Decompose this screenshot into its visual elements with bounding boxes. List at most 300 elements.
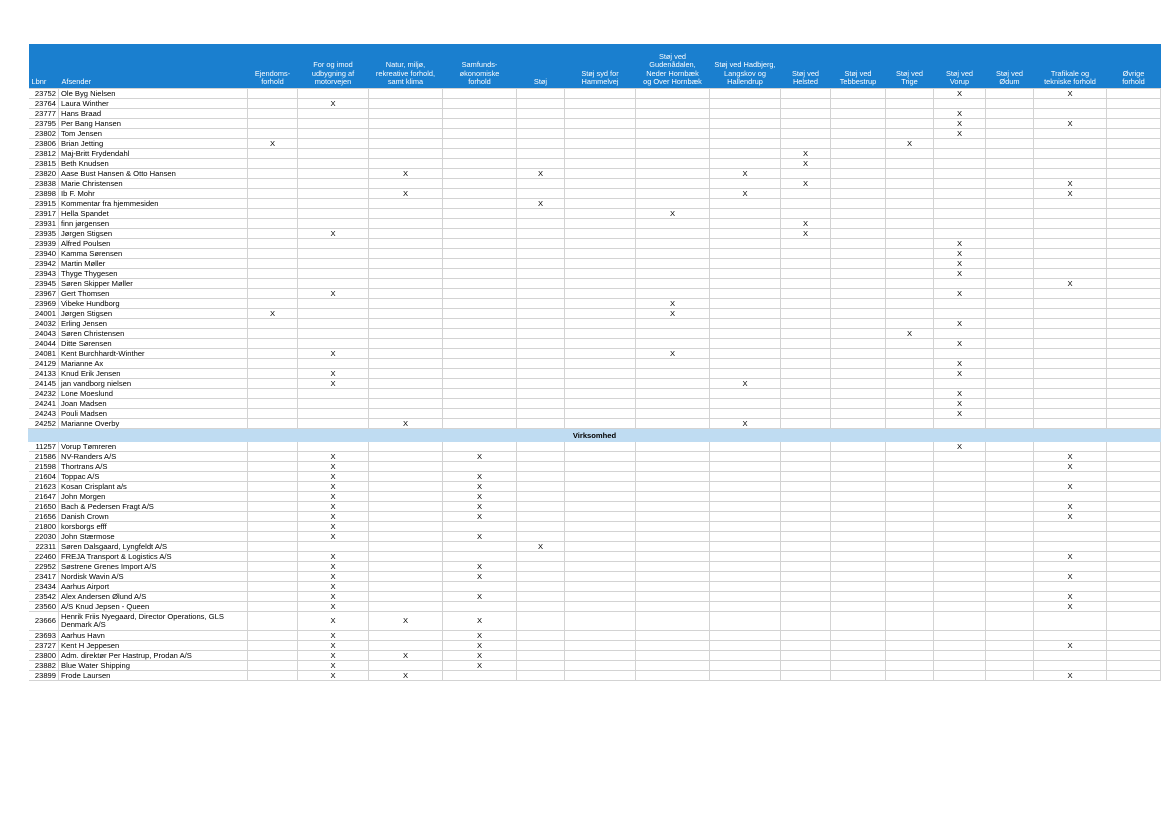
mark-cell[interactable] — [934, 532, 986, 542]
mark-cell[interactable] — [934, 641, 986, 651]
mark-cell[interactable] — [986, 349, 1034, 359]
mark-cell[interactable] — [934, 462, 986, 472]
mark-cell[interactable] — [1034, 309, 1107, 319]
mark-cell[interactable] — [1107, 229, 1161, 239]
mark-cell[interactable] — [986, 139, 1034, 149]
mark-cell[interactable] — [934, 349, 986, 359]
mark-cell[interactable] — [369, 349, 443, 359]
mark-cell[interactable]: X — [1034, 592, 1107, 602]
mark-cell[interactable] — [710, 482, 781, 492]
mark-cell[interactable] — [1034, 229, 1107, 239]
mark-cell[interactable] — [710, 299, 781, 309]
mark-cell[interactable] — [248, 189, 298, 199]
mark-cell[interactable] — [248, 522, 298, 532]
mark-cell[interactable] — [986, 582, 1034, 592]
lbnr-cell[interactable]: 23752 — [29, 89, 59, 99]
mark-cell[interactable] — [369, 542, 443, 552]
mark-cell[interactable] — [986, 269, 1034, 279]
mark-cell[interactable] — [517, 532, 565, 542]
mark-cell[interactable] — [831, 239, 886, 249]
mark-cell[interactable] — [443, 319, 517, 329]
mark-cell[interactable] — [886, 349, 934, 359]
mark-cell[interactable]: X — [1034, 452, 1107, 462]
mark-cell[interactable]: X — [298, 572, 369, 582]
mark-cell[interactable] — [710, 472, 781, 482]
mark-cell[interactable] — [986, 219, 1034, 229]
mark-cell[interactable] — [517, 602, 565, 612]
mark-cell[interactable] — [636, 229, 710, 239]
mark-cell[interactable] — [248, 269, 298, 279]
mark-cell[interactable] — [710, 349, 781, 359]
mark-cell[interactable] — [565, 671, 636, 681]
mark-cell[interactable] — [636, 259, 710, 269]
mark-cell[interactable] — [565, 279, 636, 289]
mark-cell[interactable] — [636, 562, 710, 572]
mark-cell[interactable] — [248, 532, 298, 542]
sender-cell[interactable]: Thyge Thygesen — [59, 269, 248, 279]
mark-cell[interactable] — [934, 379, 986, 389]
sender-cell[interactable]: Søren Skipper Møller — [59, 279, 248, 289]
mark-cell[interactable] — [1107, 631, 1161, 641]
mark-cell[interactable] — [565, 209, 636, 219]
lbnr-cell[interactable]: 24232 — [29, 389, 59, 399]
mark-cell[interactable] — [298, 442, 369, 452]
mark-cell[interactable] — [1034, 249, 1107, 259]
mark-cell[interactable] — [781, 651, 831, 661]
mark-cell[interactable] — [369, 369, 443, 379]
mark-cell[interactable] — [1034, 369, 1107, 379]
mark-cell[interactable] — [636, 139, 710, 149]
mark-cell[interactable] — [781, 299, 831, 309]
mark-cell[interactable] — [517, 512, 565, 522]
mark-cell[interactable]: X — [934, 359, 986, 369]
mark-cell[interactable] — [934, 209, 986, 219]
mark-cell[interactable] — [636, 189, 710, 199]
mark-cell[interactable] — [565, 522, 636, 532]
mark-cell[interactable] — [831, 219, 886, 229]
mark-cell[interactable] — [886, 89, 934, 99]
mark-cell[interactable] — [248, 592, 298, 602]
mark-cell[interactable] — [986, 199, 1034, 209]
mark-cell[interactable]: X — [636, 209, 710, 219]
mark-cell[interactable] — [565, 329, 636, 339]
mark-cell[interactable] — [781, 309, 831, 319]
mark-cell[interactable] — [1034, 139, 1107, 149]
mark-cell[interactable] — [369, 472, 443, 482]
mark-cell[interactable]: X — [443, 502, 517, 512]
mark-cell[interactable]: X — [298, 522, 369, 532]
sender-cell[interactable]: Henrik Friis Nyegaard, Director Operations, GLS Denmark A/S — [59, 612, 248, 631]
mark-cell[interactable] — [1107, 159, 1161, 169]
mark-cell[interactable] — [369, 512, 443, 522]
mark-cell[interactable] — [934, 582, 986, 592]
mark-cell[interactable]: X — [781, 179, 831, 189]
mark-cell[interactable]: X — [636, 299, 710, 309]
mark-cell[interactable] — [636, 399, 710, 409]
mark-cell[interactable] — [1034, 409, 1107, 419]
mark-cell[interactable] — [1107, 661, 1161, 671]
sender-cell[interactable]: Knud Erik Jensen — [59, 369, 248, 379]
mark-cell[interactable] — [886, 179, 934, 189]
mark-cell[interactable]: X — [710, 419, 781, 429]
sender-cell[interactable]: Lone Moeslund — [59, 389, 248, 399]
mark-cell[interactable] — [934, 512, 986, 522]
mark-cell[interactable] — [934, 602, 986, 612]
lbnr-cell[interactable]: 22311 — [29, 542, 59, 552]
mark-cell[interactable]: X — [443, 532, 517, 542]
mark-cell[interactable] — [886, 462, 934, 472]
mark-cell[interactable] — [886, 631, 934, 641]
mark-cell[interactable] — [517, 389, 565, 399]
mark-cell[interactable] — [369, 582, 443, 592]
mark-cell[interactable] — [517, 472, 565, 482]
mark-cell[interactable] — [248, 209, 298, 219]
mark-cell[interactable] — [710, 99, 781, 109]
lbnr-cell[interactable]: 23727 — [29, 641, 59, 651]
mark-cell[interactable]: X — [443, 612, 517, 631]
lbnr-cell[interactable]: 21623 — [29, 482, 59, 492]
sender-cell[interactable]: Brian Jetting — [59, 139, 248, 149]
lbnr-cell[interactable]: 23940 — [29, 249, 59, 259]
mark-cell[interactable] — [517, 462, 565, 472]
mark-cell[interactable]: X — [369, 189, 443, 199]
mark-cell[interactable] — [710, 289, 781, 299]
mark-cell[interactable] — [1034, 359, 1107, 369]
sender-cell[interactable]: Frode Laursen — [59, 671, 248, 681]
mark-cell[interactable] — [986, 179, 1034, 189]
sender-cell[interactable]: Thortrans A/S — [59, 462, 248, 472]
mark-cell[interactable]: X — [298, 369, 369, 379]
mark-cell[interactable] — [636, 671, 710, 681]
mark-cell[interactable] — [369, 631, 443, 641]
mark-cell[interactable] — [831, 512, 886, 522]
mark-cell[interactable] — [565, 359, 636, 369]
mark-cell[interactable] — [369, 379, 443, 389]
mark-cell[interactable] — [565, 452, 636, 462]
mark-cell[interactable]: X — [1034, 279, 1107, 289]
mark-cell[interactable] — [517, 339, 565, 349]
mark-cell[interactable] — [248, 602, 298, 612]
mark-cell[interactable] — [636, 542, 710, 552]
mark-cell[interactable] — [781, 169, 831, 179]
mark-cell[interactable] — [1107, 169, 1161, 179]
mark-cell[interactable] — [636, 602, 710, 612]
mark-cell[interactable] — [886, 209, 934, 219]
mark-cell[interactable] — [986, 502, 1034, 512]
mark-cell[interactable] — [517, 319, 565, 329]
mark-cell[interactable] — [1107, 389, 1161, 399]
mark-cell[interactable] — [781, 209, 831, 219]
sender-cell[interactable]: Laura Winther — [59, 99, 248, 109]
mark-cell[interactable] — [369, 409, 443, 419]
mark-cell[interactable] — [248, 472, 298, 482]
mark-cell[interactable] — [443, 239, 517, 249]
mark-cell[interactable] — [886, 641, 934, 651]
mark-cell[interactable] — [443, 442, 517, 452]
mark-cell[interactable]: X — [298, 492, 369, 502]
mark-cell[interactable]: X — [1034, 552, 1107, 562]
sender-cell[interactable]: Danish Crown — [59, 512, 248, 522]
mark-cell[interactable] — [1034, 199, 1107, 209]
mark-cell[interactable] — [1034, 389, 1107, 399]
mark-cell[interactable] — [443, 542, 517, 552]
mark-cell[interactable] — [710, 129, 781, 139]
mark-cell[interactable] — [934, 189, 986, 199]
mark-cell[interactable] — [565, 661, 636, 671]
mark-cell[interactable] — [565, 532, 636, 542]
mark-cell[interactable] — [517, 641, 565, 651]
mark-cell[interactable] — [517, 239, 565, 249]
mark-cell[interactable] — [298, 319, 369, 329]
mark-cell[interactable] — [986, 249, 1034, 259]
mark-cell[interactable] — [781, 612, 831, 631]
mark-cell[interactable] — [636, 89, 710, 99]
mark-cell[interactable] — [781, 602, 831, 612]
mark-cell[interactable] — [1107, 522, 1161, 532]
mark-cell[interactable] — [1107, 671, 1161, 681]
mark-cell[interactable] — [886, 219, 934, 229]
mark-cell[interactable] — [443, 409, 517, 419]
mark-cell[interactable] — [831, 661, 886, 671]
mark-cell[interactable] — [636, 572, 710, 582]
mark-cell[interactable] — [517, 419, 565, 429]
lbnr-cell[interactable]: 23777 — [29, 109, 59, 119]
mark-cell[interactable] — [1034, 532, 1107, 542]
mark-cell[interactable] — [831, 299, 886, 309]
mark-cell[interactable] — [1034, 209, 1107, 219]
lbnr-cell[interactable]: 23943 — [29, 269, 59, 279]
mark-cell[interactable] — [781, 512, 831, 522]
mark-cell[interactable] — [248, 339, 298, 349]
mark-cell[interactable] — [517, 482, 565, 492]
mark-cell[interactable] — [298, 299, 369, 309]
mark-cell[interactable] — [1034, 299, 1107, 309]
mark-cell[interactable]: X — [369, 419, 443, 429]
mark-cell[interactable] — [710, 492, 781, 502]
mark-cell[interactable] — [248, 99, 298, 109]
mark-cell[interactable] — [565, 502, 636, 512]
lbnr-cell[interactable]: 24081 — [29, 349, 59, 359]
mark-cell[interactable] — [248, 409, 298, 419]
mark-cell[interactable] — [934, 661, 986, 671]
mark-cell[interactable]: X — [298, 229, 369, 239]
mark-cell[interactable] — [248, 671, 298, 681]
mark-cell[interactable] — [781, 671, 831, 681]
mark-cell[interactable] — [1034, 149, 1107, 159]
mark-cell[interactable] — [636, 532, 710, 542]
mark-cell[interactable] — [1107, 359, 1161, 369]
mark-cell[interactable] — [886, 289, 934, 299]
mark-cell[interactable] — [369, 339, 443, 349]
mark-cell[interactable] — [636, 369, 710, 379]
mark-cell[interactable] — [1034, 339, 1107, 349]
mark-cell[interactable] — [565, 149, 636, 159]
mark-cell[interactable] — [831, 522, 886, 532]
mark-cell[interactable] — [248, 582, 298, 592]
mark-cell[interactable] — [710, 631, 781, 641]
mark-cell[interactable] — [636, 631, 710, 641]
mark-cell[interactable] — [517, 259, 565, 269]
mark-cell[interactable]: X — [1034, 179, 1107, 189]
mark-cell[interactable] — [1107, 572, 1161, 582]
mark-cell[interactable] — [886, 492, 934, 502]
mark-cell[interactable] — [781, 259, 831, 269]
mark-cell[interactable]: X — [781, 219, 831, 229]
mark-cell[interactable] — [710, 309, 781, 319]
sender-cell[interactable]: Kosan Crisplant a/s — [59, 482, 248, 492]
mark-cell[interactable] — [443, 199, 517, 209]
mark-cell[interactable] — [1107, 129, 1161, 139]
mark-cell[interactable]: X — [443, 641, 517, 651]
lbnr-cell[interactable]: 24044 — [29, 339, 59, 349]
mark-cell[interactable] — [710, 359, 781, 369]
mark-cell[interactable] — [443, 329, 517, 339]
mark-cell[interactable] — [298, 239, 369, 249]
mark-cell[interactable] — [1107, 552, 1161, 562]
mark-cell[interactable] — [986, 109, 1034, 119]
mark-cell[interactable] — [1107, 409, 1161, 419]
mark-cell[interactable] — [636, 592, 710, 602]
mark-cell[interactable] — [831, 369, 886, 379]
mark-cell[interactable] — [886, 369, 934, 379]
mark-cell[interactable] — [248, 109, 298, 119]
mark-cell[interactable] — [636, 199, 710, 209]
mark-cell[interactable] — [443, 671, 517, 681]
mark-cell[interactable] — [1107, 189, 1161, 199]
mark-cell[interactable]: X — [369, 169, 443, 179]
mark-cell[interactable]: X — [443, 452, 517, 462]
mark-cell[interactable] — [934, 169, 986, 179]
mark-cell[interactable] — [831, 641, 886, 651]
mark-cell[interactable] — [369, 592, 443, 602]
mark-cell[interactable] — [248, 462, 298, 472]
mark-cell[interactable] — [1107, 279, 1161, 289]
mark-cell[interactable] — [710, 572, 781, 582]
mark-cell[interactable] — [986, 651, 1034, 661]
mark-cell[interactable] — [986, 522, 1034, 532]
mark-cell[interactable] — [710, 399, 781, 409]
mark-cell[interactable] — [1107, 602, 1161, 612]
mark-cell[interactable] — [369, 482, 443, 492]
mark-cell[interactable] — [710, 329, 781, 339]
mark-cell[interactable] — [831, 179, 886, 189]
mark-cell[interactable] — [248, 319, 298, 329]
mark-cell[interactable] — [831, 169, 886, 179]
mark-cell[interactable] — [565, 89, 636, 99]
mark-cell[interactable] — [831, 399, 886, 409]
mark-cell[interactable] — [831, 482, 886, 492]
mark-cell[interactable] — [369, 199, 443, 209]
mark-cell[interactable]: X — [934, 442, 986, 452]
mark-cell[interactable] — [934, 299, 986, 309]
mark-cell[interactable] — [517, 189, 565, 199]
sender-cell[interactable]: Vibeke Hundborg — [59, 299, 248, 309]
mark-cell[interactable]: X — [636, 309, 710, 319]
mark-cell[interactable] — [986, 562, 1034, 572]
mark-cell[interactable] — [248, 661, 298, 671]
mark-cell[interactable] — [831, 159, 886, 169]
mark-cell[interactable] — [1107, 119, 1161, 129]
mark-cell[interactable] — [517, 99, 565, 109]
mark-cell[interactable] — [517, 379, 565, 389]
mark-cell[interactable] — [886, 189, 934, 199]
mark-cell[interactable] — [636, 552, 710, 562]
mark-cell[interactable] — [781, 522, 831, 532]
mark-cell[interactable] — [1034, 472, 1107, 482]
lbnr-cell[interactable]: 23820 — [29, 169, 59, 179]
mark-cell[interactable] — [517, 159, 565, 169]
mark-cell[interactable] — [1107, 442, 1161, 452]
mark-cell[interactable] — [369, 129, 443, 139]
mark-cell[interactable] — [986, 159, 1034, 169]
sender-cell[interactable]: Adm. direktør Per Hastrup, Prodan A/S — [59, 651, 248, 661]
mark-cell[interactable] — [636, 651, 710, 661]
mark-cell[interactable] — [517, 671, 565, 681]
mark-cell[interactable] — [565, 399, 636, 409]
mark-cell[interactable] — [831, 442, 886, 452]
mark-cell[interactable] — [636, 492, 710, 502]
sender-cell[interactable]: Beth Knudsen — [59, 159, 248, 169]
mark-cell[interactable]: X — [1034, 602, 1107, 612]
mark-cell[interactable] — [831, 542, 886, 552]
sender-cell[interactable]: Pouli Madsen — [59, 409, 248, 419]
sender-cell[interactable]: Marianne Ax — [59, 359, 248, 369]
mark-cell[interactable] — [1107, 239, 1161, 249]
mark-cell[interactable] — [781, 269, 831, 279]
mark-cell[interactable] — [298, 119, 369, 129]
mark-cell[interactable] — [369, 249, 443, 259]
mark-cell[interactable] — [443, 359, 517, 369]
lbnr-cell[interactable]: 23942 — [29, 259, 59, 269]
mark-cell[interactable] — [831, 259, 886, 269]
mark-cell[interactable] — [1034, 129, 1107, 139]
mark-cell[interactable] — [298, 209, 369, 219]
mark-cell[interactable] — [986, 482, 1034, 492]
sender-cell[interactable]: Hans Braad — [59, 109, 248, 119]
mark-cell[interactable]: X — [781, 229, 831, 239]
mark-cell[interactable] — [831, 119, 886, 129]
mark-cell[interactable] — [886, 309, 934, 319]
mark-cell[interactable] — [781, 462, 831, 472]
lbnr-cell[interactable]: 11257 — [29, 442, 59, 452]
mark-cell[interactable] — [1107, 472, 1161, 482]
mark-cell[interactable] — [710, 389, 781, 399]
mark-cell[interactable] — [636, 119, 710, 129]
mark-cell[interactable]: X — [298, 552, 369, 562]
mark-cell[interactable]: X — [298, 641, 369, 651]
mark-cell[interactable] — [298, 89, 369, 99]
mark-cell[interactable]: X — [1034, 482, 1107, 492]
mark-cell[interactable]: X — [934, 319, 986, 329]
mark-cell[interactable] — [298, 359, 369, 369]
mark-cell[interactable] — [636, 442, 710, 452]
mark-cell[interactable] — [886, 522, 934, 532]
mark-cell[interactable] — [443, 299, 517, 309]
mark-cell[interactable] — [1034, 492, 1107, 502]
mark-cell[interactable]: X — [1034, 641, 1107, 651]
mark-cell[interactable] — [886, 99, 934, 109]
mark-cell[interactable] — [517, 209, 565, 219]
mark-cell[interactable]: X — [517, 199, 565, 209]
sender-cell[interactable]: NV-Randers A/S — [59, 452, 248, 462]
lbnr-cell[interactable]: 23417 — [29, 572, 59, 582]
lbnr-cell[interactable]: 21586 — [29, 452, 59, 462]
sender-cell[interactable]: Kamma Sørensen — [59, 249, 248, 259]
mark-cell[interactable] — [886, 612, 934, 631]
mark-cell[interactable] — [710, 259, 781, 269]
mark-cell[interactable]: X — [934, 289, 986, 299]
mark-cell[interactable] — [781, 532, 831, 542]
